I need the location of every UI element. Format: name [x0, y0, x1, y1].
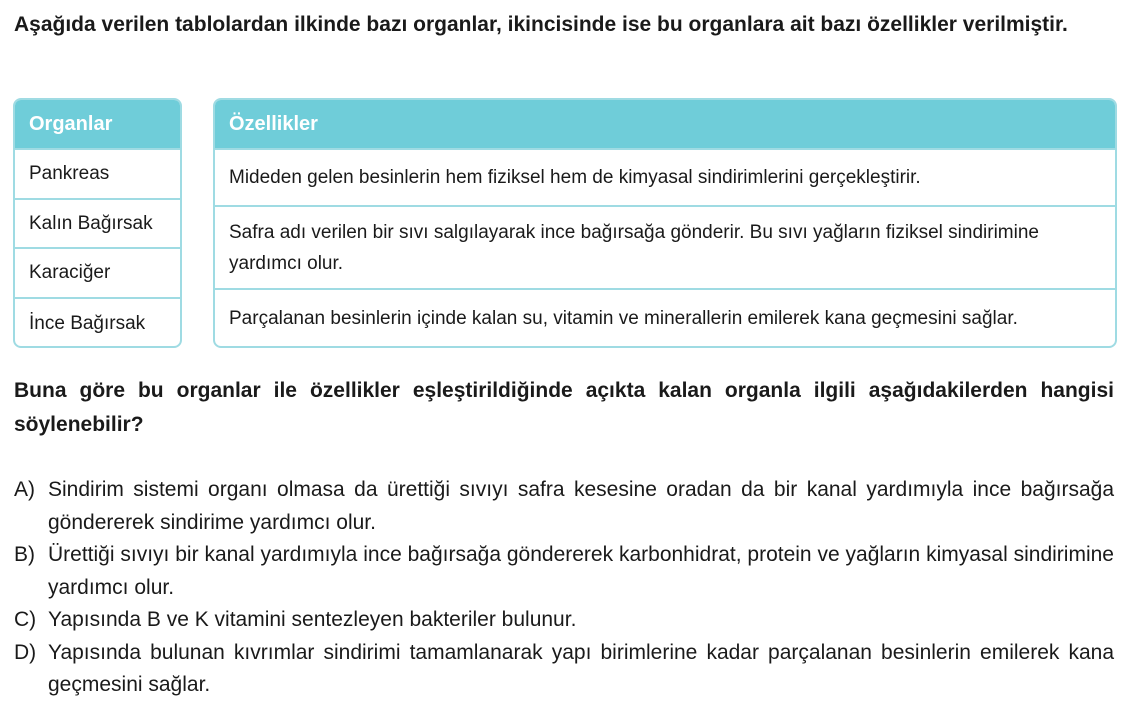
organ-cell-ince-bagirsak: İnce Bağırsak	[29, 312, 146, 334]
option-text: Sindirim sistemi organı olmasa da ürettiği sıvıyı safra kesesine oradan da bir kanal yardımıyla ince bağırsağa göndererek sindirime yardımcı olur.	[48, 478, 1114, 534]
option-a[interactable]	[14, 474, 1114, 539]
option-text: Yapısında B ve K vitamini sentezleyen bakteriler bulunur.	[48, 608, 577, 631]
option-label: D)	[14, 640, 37, 664]
organ-cell-karaciger: Karaciğer	[15, 249, 180, 299]
question-text: Buna göre bu organlar ile özellikler eşleştirildiğinde açıkta kalan organla ilgili aşağıdakilerden hangisi söylenebilir?	[14, 379, 1114, 436]
organ-cell-kalin-bagirsak: Kalın Bağırsak	[15, 200, 180, 250]
option-d[interactable]	[14, 637, 1114, 702]
answer-options	[14, 474, 1114, 702]
option-label: B)	[14, 543, 35, 566]
feature-cell: Safra adı verilen bir sıvı salgılayarak ince bağırsağa gönderir. Bu sıvı yağların fiziksel sindirimine yardımcı olur.	[215, 207, 1115, 290]
option-b[interactable]	[14, 539, 1114, 604]
option-c[interactable]	[14, 604, 1114, 637]
organs-table-header: Organlar	[15, 100, 180, 150]
organs-table	[13, 98, 182, 348]
option-text: Ürettiği sıvıyı bir kanal yardımıyla ince bağırsağa göndererek karbonhidrat, protein ve yağların kimyasal sindirimine yardımcı olur.	[48, 543, 1114, 599]
intro-text: Aşağıda verilen tablolardan ilkinde bazı organlar, ikincisinde ise bu organlara ait bazı özellikler verilmiştir.	[14, 13, 1068, 36]
features-table	[213, 98, 1117, 348]
organ-cell-pankreas: Pankreas	[15, 150, 180, 200]
option-label: A)	[14, 478, 35, 501]
feature-cell: Mideden gelen besinlerin hem fiziksel hem de kimyasal sindirimlerini gerçekleştirir.	[215, 150, 1115, 207]
option-label: C)	[14, 608, 37, 631]
feature-cell: Parçalanan besinlerin içinde kalan su, vitamin ve minerallerin emilerek kana geçmesini sağlar.	[229, 307, 1018, 329]
features-table-header: Özellikler	[215, 100, 1115, 150]
option-text: Yapısında bulunan kıvrımlar sindirimi tamamlanarak yapı birimlerine kadar parçalanan besinlerin emilerek kana geçmesini sağlar.	[48, 640, 1114, 696]
